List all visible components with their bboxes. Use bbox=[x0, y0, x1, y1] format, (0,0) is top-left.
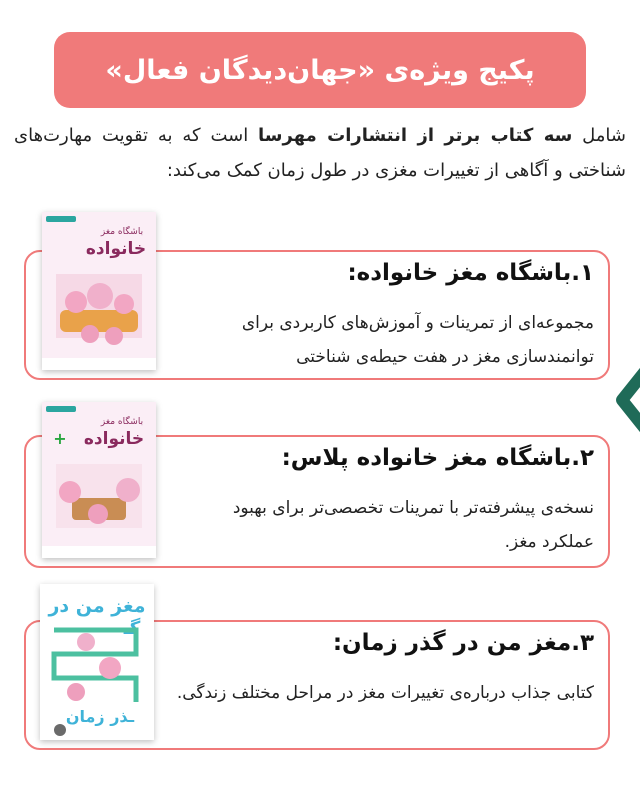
book-3-description: کتابی جذاب درباره‌ی تغییرات مغز در مراحل مختلف زندگی. bbox=[176, 683, 594, 703]
book-3-cover bbox=[40, 584, 154, 740]
intro-paragraph bbox=[14, 118, 626, 188]
svg-text:+: + bbox=[53, 429, 67, 448]
book-1-description: مجموعه‌ای از تمرینات و آموزش‌های کاربردی برای توانمندسازی مغز در هفت حیطه‌ی شناختی bbox=[241, 313, 594, 367]
book-2-cover-big-title: خانواده bbox=[83, 429, 145, 449]
book-1-title: ۱.باشگاه مغز خانواده: bbox=[347, 260, 594, 286]
intro-suffix: است که به تقویت مهارت‌های شناختی و آگاهی از تغییرات مغزی در طول زمان کمک می‌کند: bbox=[14, 125, 626, 181]
book-2-title: ۲.باشگاه مغز خانواده پلاس: bbox=[281, 445, 594, 471]
book-1-cover-small-title: باشگاه مغز bbox=[100, 227, 144, 237]
book-1-cover-big-title: خانواده bbox=[85, 239, 147, 259]
book-2-cover bbox=[42, 402, 156, 558]
book-3-cover-title-top: مغز من در bbox=[48, 595, 146, 617]
book-3-cover-title-mid: گـ bbox=[123, 618, 141, 639]
book-3-cover-title-bottom: ـذر زمان bbox=[65, 707, 135, 726]
next-chevron-icon[interactable] bbox=[612, 360, 640, 440]
book-2-cover-small-title: باشگاه مغز bbox=[100, 417, 144, 427]
book-3-title: ۳.مغز من در گذر زمان: bbox=[332, 630, 594, 656]
book-1-cover bbox=[42, 212, 156, 370]
package-title: پکیج ویژه‌ی «جهان‌دیدگان فعال» bbox=[105, 54, 535, 86]
intro-prefix: شامل bbox=[572, 125, 627, 146]
package-title-banner bbox=[54, 32, 586, 108]
intro-bold: سه کتاب برتر از انتشارات مهرسا bbox=[258, 125, 573, 146]
book-2-description: نسخه‌ی پیشرفته‌تر با تمرینات تخصصی‌تر برای بهبود عملکرد مغز. bbox=[232, 498, 594, 552]
